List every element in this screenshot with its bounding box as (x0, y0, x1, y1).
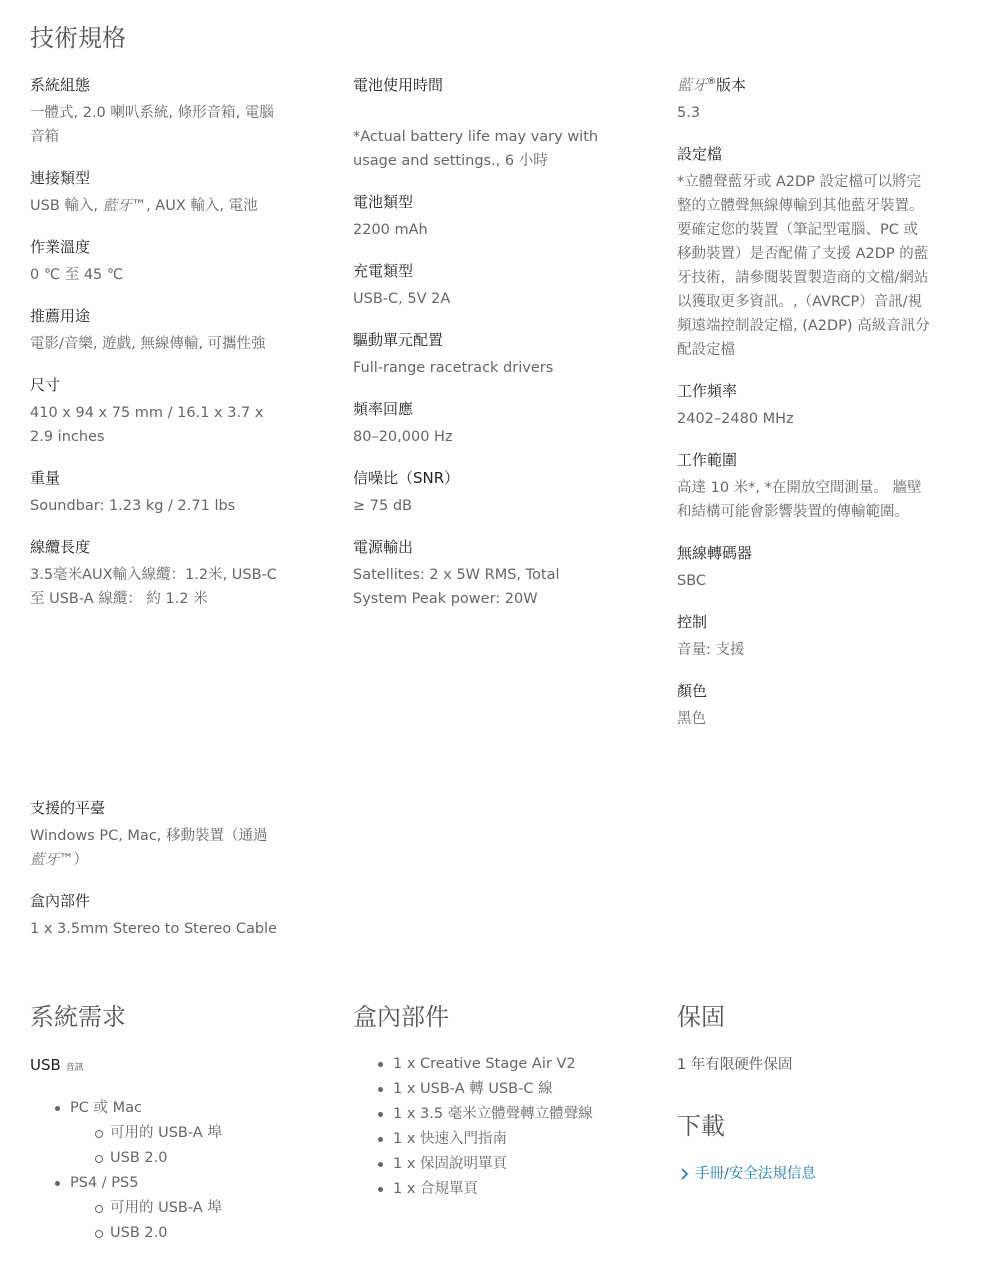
spec-value: 3.5毫米AUX輸入線纜：1.2米, USB-C 至 USB-A 線纜： 約 1.2 米 (30, 567, 277, 607)
spec-value: Satellites: 2 x 5W RMS, Total System Peak power: 20W (353, 567, 560, 607)
spec-label: 設定檔 (677, 145, 723, 163)
spec-label: 盒內部件 (30, 892, 91, 910)
spec-column-1-continued (30, 797, 285, 959)
requirement-heading (30, 1054, 310, 1079)
spec-label: 驅動單元配置 (353, 331, 444, 349)
usb-label: USB (30, 1056, 61, 1074)
spec-label: 電源輸出 (353, 538, 414, 556)
box-contents-title: 盒內部件 (353, 1003, 449, 1031)
list-item (55, 1096, 310, 1171)
spec-profile (677, 143, 932, 362)
spec-value: USB-C, 5V 2A (353, 291, 451, 307)
spec-label: 推薦用途 (30, 307, 91, 325)
spec-column-1 (30, 74, 285, 629)
list-item: 1 x USB-A 轉 USB-C 線 (378, 1077, 678, 1102)
spec-snr (353, 467, 608, 518)
spec-power-output (353, 536, 608, 611)
spec-charge-type (353, 260, 608, 311)
download-link-label: 手冊/安全法規信息 (695, 1166, 816, 1182)
value-post: ™） (59, 852, 88, 868)
spec-label: 充電類型 (353, 262, 414, 280)
list-item: 1 x 3.5 毫米立體聲轉立體聲線 (378, 1102, 678, 1127)
box-contents-list (378, 1052, 678, 1202)
spec-weight (30, 467, 285, 518)
list-item: 可用的 USB-A 埠 (95, 1196, 310, 1221)
spec-battery-type (353, 191, 608, 242)
spec-value: *立體聲藍牙或 A2DP 設定檔可以將完整的立體聲無線傳輸到其他藍牙裝置。 要確定您的裝置（筆記型電腦、PC 或移動裝置）是否配備了支援 A2DP 的藍牙技術，請參閱裝置製造商的文檔/網站以獲取更多資訊。,（AVRCP）音訊/視頻遠端控制設定檔, (A2DP) 高級音訊分配設定檔 (677, 174, 930, 358)
bluetooth-brand: 藍牙 (677, 76, 708, 94)
spec-column-2 (353, 74, 608, 629)
download-title: 下載 (677, 1112, 725, 1140)
spec-value: 電影/音樂, 遊戲, 無線傳輸, 可攜性強 (30, 336, 266, 352)
box-contents (378, 1052, 678, 1202)
system-requirements (30, 1054, 310, 1246)
spec-battery-life (353, 74, 608, 173)
spec-value: 2402–2480 MHz (677, 411, 794, 427)
spec-in-box (30, 890, 285, 941)
spec-cable (30, 536, 285, 611)
list-item: 1 x Creative Stage Air V2 (378, 1052, 678, 1077)
list-item: USB 2.0 (95, 1146, 310, 1171)
spec-label: 控制 (677, 613, 708, 631)
spec-value (30, 824, 285, 872)
spec-temperature (30, 236, 285, 287)
spec-color (677, 680, 932, 731)
spec-value: Soundbar: 1.23 kg / 2.71 lbs (30, 498, 236, 514)
spec-label: 作業溫度 (30, 238, 91, 256)
spec-label: 工作範圍 (677, 451, 738, 469)
spec-label: 尺寸 (30, 376, 61, 394)
sub-list (95, 1196, 310, 1246)
manual-download-link[interactable] (677, 1162, 816, 1186)
spec-value: 1 x 3.5mm Stereo to Stereo Cable (30, 921, 277, 937)
spec-value: 音量: 支援 (677, 642, 745, 658)
spec-label: 重量 (30, 469, 61, 487)
value-post: ™, AUX 輸入, 電池 (131, 198, 258, 214)
spec-value: Full-range racetrack drivers (353, 360, 554, 376)
spec-label: 無線轉碼器 (677, 544, 753, 562)
spec-value: 5.3 (677, 105, 701, 121)
spec-size (30, 374, 285, 449)
list-item: 1 x 快速入門指南 (378, 1127, 678, 1152)
warranty-text: 1 年有限硬件保固 (677, 1057, 793, 1073)
spec-label: 電池類型 (353, 193, 414, 211)
spec-value: *Actual battery life may vary with usage and settings., 6 小時 (353, 129, 599, 169)
platform-name: PC 或 Mac (70, 1100, 142, 1116)
spec-value: 0 ℃ 至 45 ℃ (30, 267, 124, 283)
audio-label: 音訊 (65, 1063, 84, 1073)
sub-list (95, 1121, 310, 1171)
spec-platforms (30, 797, 285, 872)
page-title: 技術規格 (30, 24, 126, 52)
platform-name: PS4 / PS5 (70, 1175, 139, 1191)
spec-value: 高達 10 米*, *在開放空間測量。 牆壁和結構可能會影響裝置的傳輸範圍。 (677, 480, 922, 520)
spec-driver (353, 329, 608, 380)
spec-codec (677, 542, 932, 593)
spec-label: 電池使用時間 (353, 76, 444, 94)
spec-value: 410 x 94 x 75 mm / 16.1 x 3.7 x 2.9 inches (30, 405, 264, 445)
spec-label (677, 74, 932, 96)
spec-label: 頻率回應 (353, 400, 414, 418)
warranty-title: 保固 (677, 1003, 725, 1031)
spec-label: 連接類型 (30, 169, 91, 187)
spec-value: ≥ 75 dB (353, 498, 412, 514)
spec-label: 工作頻率 (677, 382, 738, 400)
spec-value: 一體式, 2.0 喇叭系統, 條形音箱, 電腦音箱 (30, 105, 274, 145)
system-requirements-title: 系統需求 (30, 1003, 126, 1031)
spec-value: 黑色 (677, 711, 706, 727)
spec-label: 顏色 (677, 682, 708, 700)
list-item: 1 x 保固說明單頁 (378, 1152, 678, 1177)
spec-column-3 (677, 74, 932, 749)
spec-value: SBC (677, 573, 707, 589)
chevron-right-icon (677, 1166, 693, 1182)
spec-system-config (30, 74, 285, 149)
list-item: USB 2.0 (95, 1221, 310, 1246)
registered-mark: ® (707, 77, 717, 87)
requirement-list (55, 1096, 310, 1246)
spec-range (677, 449, 932, 524)
list-item (55, 1171, 310, 1246)
spec-operating-frequency (677, 380, 932, 431)
list-item: 可用的 USB-A 埠 (95, 1121, 310, 1146)
spec-frequency-response (353, 398, 608, 449)
spec-usage (30, 305, 285, 356)
spec-value: 80–20,000 Hz (353, 429, 453, 445)
spec-label: 線纜長度 (30, 538, 91, 556)
spec-bluetooth-version (677, 74, 932, 125)
value-pre: USB 輸入, (30, 198, 103, 214)
spec-connection (30, 167, 285, 218)
spec-control (677, 611, 932, 662)
label-post: 版本 (716, 76, 747, 94)
spec-label: 支援的平臺 (30, 799, 106, 817)
bluetooth-brand: 藍牙 (102, 198, 132, 214)
value-pre: Windows PC, Mac, 移動裝置（通過 (30, 828, 268, 844)
spec-label: 系統組態 (30, 76, 91, 94)
list-item: 1 x 合規單頁 (378, 1177, 678, 1202)
spec-label: 信噪比（SNR） (353, 469, 460, 487)
spec-value (30, 194, 285, 218)
bluetooth-brand: 藍牙 (30, 852, 59, 868)
spec-value: 2200 mAh (353, 222, 428, 238)
